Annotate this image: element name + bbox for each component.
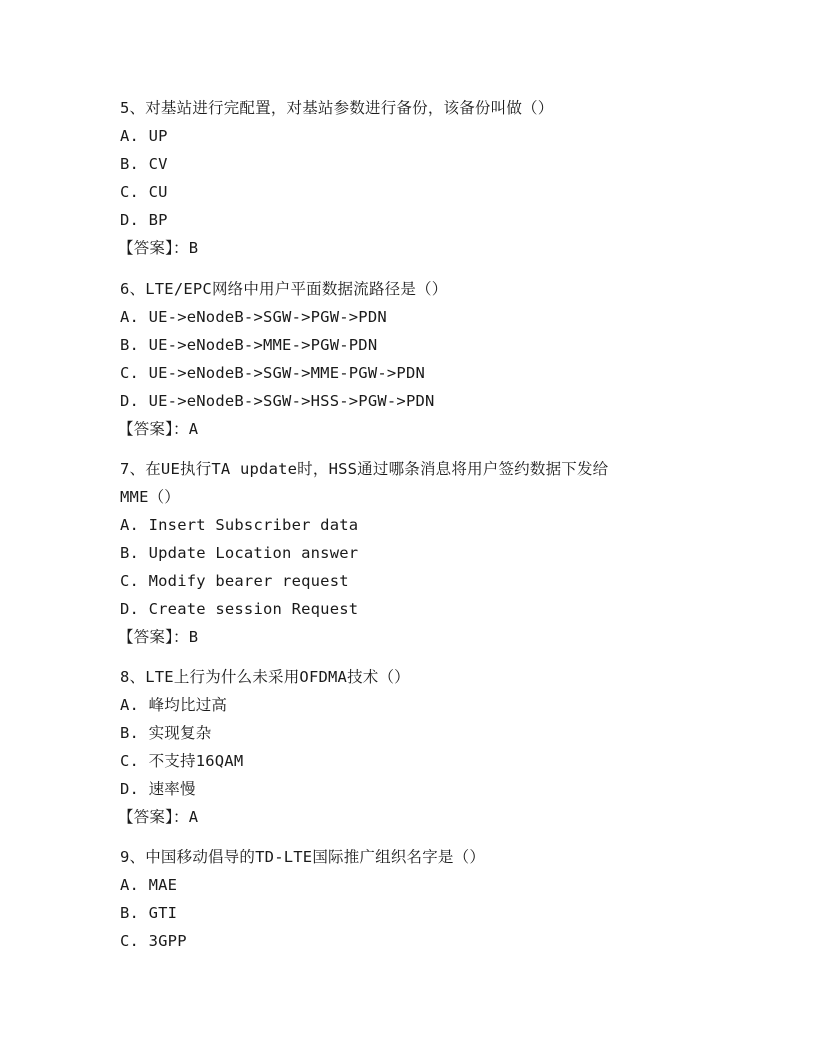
question-7-answer: 【答案】：B [118,628,199,646]
question-5-option-b: B. CV [120,155,168,173]
question-6-answer: 【答案】：A [118,420,199,438]
question-6-option-d: D. UE->eNodeB->SGW->HSS->PGW->PDN [120,392,435,410]
question-9-option-a: A. MAE [120,876,178,894]
question-7-option-b: B. Update Location answer [120,544,359,562]
question-6-option-a: A. UE->eNodeB->SGW->PGW->PDN [120,308,387,326]
question-7-option-d: D. Create session Request [120,600,359,618]
question-9-stem: 9、中国移动倡导的TD-LTE国际推广组织名字是（） [120,848,486,866]
question-5-option-a: A. UP [120,127,168,145]
question-8-stem: 8、LTE上行为什么未采用OFDMA技术（） [120,668,410,686]
question-7-stem-continued: MME（） [120,488,180,506]
question-5-answer: 【答案】：B [118,239,199,257]
question-8-option-b: B. 实现复杂 [120,724,212,742]
question-8-option-d: D. 速率慢 [120,780,196,798]
question-9-option-c: C. 3GPP [120,932,187,950]
question-7-option-c: C. Modify bearer request [120,572,349,590]
question-6-option-c: C. UE->eNodeB->SGW->MME-PGW->PDN [120,364,426,382]
question-8-option-c: C. 不支持16QAM [120,752,244,770]
question-7-option-a: A. Insert Subscriber data [120,516,359,534]
question-5-option-d: D. BP [120,211,168,229]
question-5-option-c: C. CU [120,183,168,201]
question-9-option-b: B. GTI [120,904,178,922]
question-7-stem: 7、在UE执行TA update时，HSS通过哪条消息将用户签约数据下发给 [120,460,609,478]
question-8-option-a: A. 峰均比过高 [120,696,228,714]
question-5-stem: 5、对基站进行完配置，对基站参数进行备份，该备份叫做（） [120,99,554,117]
question-6-option-b: B. UE->eNodeB->MME->PGW-PDN [120,336,378,354]
question-8-answer: 【答案】：A [118,808,199,826]
question-6-stem: 6、LTE/EPC网络中用户平面数据流路径是（） [120,280,448,298]
